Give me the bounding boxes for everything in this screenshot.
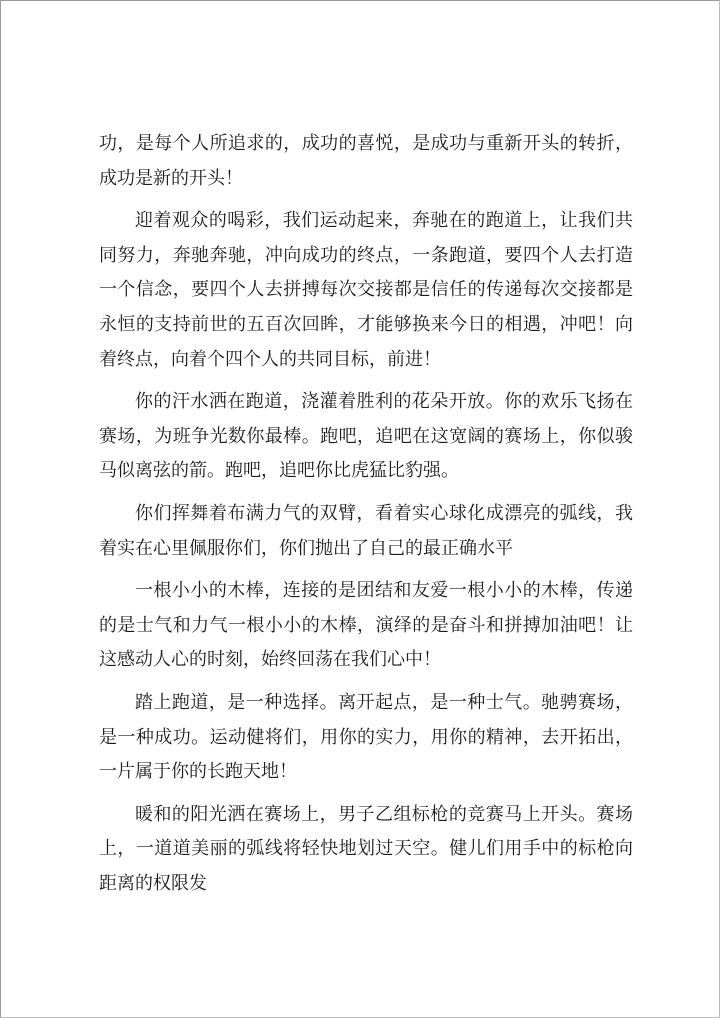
paragraph-5: 一根小小的木棒，连接的是团结和友爱一根小小的木棒，传递的是士气和力气一根小小的木棒，演绎的是奋斗和拼搏加油吧！让这感动人心的时刻，始终回荡在我们心中！ xyxy=(99,580,633,671)
paragraph-7: 暖和的阳光洒在赛场上，男子乙组标枪的竞赛马上开头。赛场上，一道道美丽的弧线将轻快地划过天空。健儿们用手中的标枪向距离的权限发 xyxy=(99,803,633,894)
paragraph-gap xyxy=(99,377,633,385)
paragraph-gap xyxy=(99,790,633,798)
paragraph-4: 你们挥舞着布满力气的双臂，看着实心球化成漂亮的弧线，我着实在心里佩服你们，你们抛出了自己的最正确水平 xyxy=(99,502,633,559)
paragraph-gap xyxy=(99,566,633,574)
paragraph-2: 迎着观众的喝彩，我们运动起来，奔驰在的跑道上，让我们共同努力，奔驰奔驰，冲向成功的终点，一条跑道，要四个人去打造一个信念，要四个人去拼搏每次交接都是信任的传递每次交接都是永恒的支持前世的五百次回眸，才能够换来今日的相遇，冲吧！向着终点，向着个四个人的共同目标，前进！ xyxy=(99,210,633,370)
document-body xyxy=(99,127,633,901)
paragraph-gap xyxy=(99,678,633,686)
paragraph-gap xyxy=(99,489,633,497)
paragraph-6: 踏上跑道，是一种选择。离开起点，是一种士气。驰骋赛场，是一种成功。运动健将们，用你的实力，用你的精神，去开拓出，一片属于你的长跑天地！ xyxy=(99,691,633,783)
paragraph-gap xyxy=(99,196,633,204)
paragraph-1: 功，是每个人所追求的，成功的喜悦，是成功与重新开头的转折，成功是新的开头！ xyxy=(99,133,633,189)
paragraph-3: 你的汗水洒在跑道，浇灌着胜利的花朵开放。你的欢乐飞扬在赛场，为班争光数你最棒。跑吧，追吧在这宽阔的赛场上，你似骏马似离弦的箭。跑吧，追吧你比虎猛比豹强。 xyxy=(99,391,633,482)
